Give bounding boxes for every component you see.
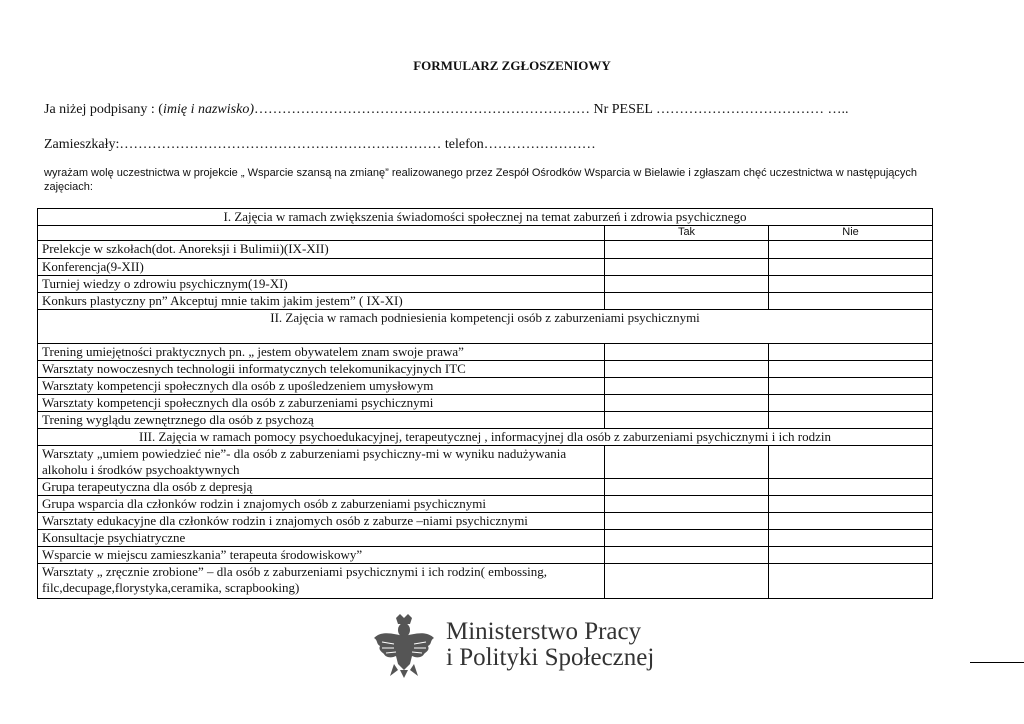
no-checkbox-cell[interactable] xyxy=(769,361,933,378)
activity-row xyxy=(38,479,933,496)
activity-row xyxy=(38,344,933,361)
yes-checkbox-cell[interactable] xyxy=(605,241,769,259)
no-checkbox-cell[interactable] xyxy=(769,378,933,395)
no-checkbox-cell[interactable] xyxy=(769,344,933,361)
no-checkbox-cell[interactable] xyxy=(769,446,933,479)
yes-checkbox-cell[interactable] xyxy=(605,479,769,496)
activity-label: Warsztaty edukacyjne dla członków rodzin i znajomych osób z zaburze –niami psychicznymi xyxy=(38,513,605,530)
ministry-logo-text xyxy=(446,619,654,671)
activity-row xyxy=(38,259,933,276)
activity-label: Warsztaty kompetencji społecznych dla osób z zaburzeniami psychicznymi xyxy=(38,395,605,412)
yes-checkbox-cell[interactable] xyxy=(605,513,769,530)
activity-label: Warsztaty „umiem powiedzieć nie”- dla osób z zaburzeniami psychiczny-mi w wyniku nadużywania alkoholu i środków psychoaktywnych xyxy=(38,446,605,479)
activity-row xyxy=(38,530,933,547)
activity-label: Warsztaty „ zręcznie zrobione” – dla osób z zaburzeniami psychicznymi i ich rodzin( embossing, filc,decupage,florystyka,ceramika, scrapbooking) xyxy=(38,564,605,599)
activities-table-body xyxy=(38,209,933,599)
activity-row xyxy=(38,446,933,479)
activity-label: Trening wyglądu zewnętrznego dla osób z psychozą xyxy=(38,412,605,429)
activity-label: Grupa wsparcia dla członków rodzin i znajomych osób z zaburzeniami psychicznymi xyxy=(38,496,605,513)
no-checkbox-cell[interactable] xyxy=(769,276,933,293)
no-checkbox-cell[interactable] xyxy=(769,513,933,530)
activity-label: Wsparcie w miejscu zamieszkania” terapeuta środowiskowy” xyxy=(38,547,605,564)
activity-label: Grupa terapeutyczna dla osób z depresją xyxy=(38,479,605,496)
page-corner-rule xyxy=(970,662,1024,663)
activity-label: Turniej wiedzy o zdrowiu psychicznym(19-XI) xyxy=(38,276,605,293)
activity-label: Prelekcje w szkołach(dot. Anoreksji i Bulimii)(IX-XII) xyxy=(38,241,605,259)
column-header-blank xyxy=(38,226,605,241)
eagle-emblem-icon xyxy=(372,612,436,678)
activity-row xyxy=(38,547,933,564)
yes-checkbox-cell[interactable] xyxy=(605,395,769,412)
activity-label: Warsztaty kompetencji społecznych dla osób z upośledzeniem umysłowym xyxy=(38,378,605,395)
yes-checkbox-cell[interactable] xyxy=(605,547,769,564)
no-checkbox-cell[interactable] xyxy=(769,259,933,276)
no-checkbox-cell[interactable] xyxy=(769,564,933,599)
no-checkbox-cell[interactable] xyxy=(769,241,933,259)
column-header-no: Nie xyxy=(769,226,933,241)
column-header-row xyxy=(38,226,933,241)
section-heading: II. Zajęcia w ramach podniesienia kompetencji osób z zaburzeniami psychicznymi xyxy=(38,310,933,344)
activity-row xyxy=(38,496,933,513)
ministry-logo-line-1: Ministerstwo Pracy xyxy=(446,618,642,645)
name-pesel-line xyxy=(44,102,848,118)
yes-checkbox-cell[interactable] xyxy=(605,446,769,479)
activity-label: Konkurs plastyczny pn” Akceptuj mnie takim jakim jestem” ( IX-XI) xyxy=(38,293,605,310)
activity-row xyxy=(38,361,933,378)
section-heading: I. Zajęcia w ramach zwiększenia świadomości społecznej na temat zaburzeń i zdrowia psychicznego xyxy=(38,209,933,226)
intro-text: wyrażam wolę uczestnictwa w projekcie „ Wsparcie szansą na zmianę” realizowanego przez Zespół Ośrodków Wsparcia w Bielawie i zgłaszam chęć uczestnictwa w następujących zajęciach: xyxy=(44,167,918,193)
no-checkbox-cell[interactable] xyxy=(769,496,933,513)
yes-checkbox-cell[interactable] xyxy=(605,412,769,429)
activity-row xyxy=(38,241,933,259)
activity-row xyxy=(38,293,933,310)
form-title: FORMULARZ ZGŁOSZENIOWY xyxy=(413,58,611,73)
yes-checkbox-cell[interactable] xyxy=(605,530,769,547)
section-heading-row xyxy=(38,310,933,344)
no-checkbox-cell[interactable] xyxy=(769,530,933,547)
name-label: imię i nazwisko) xyxy=(162,102,254,117)
no-checkbox-cell[interactable] xyxy=(769,547,933,564)
section-heading: III. Zajęcia w ramach pomocy psychoedukacyjnej, terapeutycznej , informacyjnej dla osób z zaburzeniami psychicznymi i ich rodzin xyxy=(38,429,933,446)
name-prefix: Ja niżej podpisany : ( xyxy=(44,102,163,117)
yes-checkbox-cell[interactable] xyxy=(605,259,769,276)
yes-checkbox-cell[interactable] xyxy=(605,293,769,310)
yes-checkbox-cell[interactable] xyxy=(605,276,769,293)
section-heading-row xyxy=(38,429,933,446)
yes-checkbox-cell[interactable] xyxy=(605,378,769,395)
no-checkbox-cell[interactable] xyxy=(769,412,933,429)
activity-row xyxy=(38,395,933,412)
activity-row xyxy=(38,378,933,395)
section-heading-row xyxy=(38,209,933,226)
activity-label: Trening umiejętności praktycznych pn. „ jestem obywatelem znam swoje prawa” xyxy=(38,344,605,361)
yes-checkbox-cell[interactable] xyxy=(605,344,769,361)
no-checkbox-cell[interactable] xyxy=(769,479,933,496)
yes-checkbox-cell[interactable] xyxy=(605,496,769,513)
name-pesel-dots[interactable]: ……………………………………………………………… Nr PESEL ……………………………… ….. xyxy=(253,102,849,117)
activity-label: Konferencja(9-XII) xyxy=(38,259,605,276)
ministry-logo-line-2: i Polityki Społecznej xyxy=(446,644,655,671)
activities-table xyxy=(37,208,933,599)
yes-checkbox-cell[interactable] xyxy=(605,361,769,378)
activity-row xyxy=(38,513,933,530)
activity-label: Konsultacje psychiatryczne xyxy=(38,530,605,547)
no-checkbox-cell[interactable] xyxy=(769,293,933,310)
yes-checkbox-cell[interactable] xyxy=(605,564,769,599)
no-checkbox-cell[interactable] xyxy=(769,395,933,412)
activity-label: Warsztaty nowoczesnych technologii informatycznych telekomunikacyjnych ITC xyxy=(38,361,605,378)
activity-row xyxy=(38,276,933,293)
activity-row xyxy=(38,412,933,429)
address-phone-line[interactable]: Zamieszkały:…………………………………………………………… telefon…………………… xyxy=(44,137,596,152)
column-header-yes: Tak xyxy=(605,226,769,241)
ministry-logo xyxy=(372,612,654,678)
activity-row xyxy=(38,564,933,599)
